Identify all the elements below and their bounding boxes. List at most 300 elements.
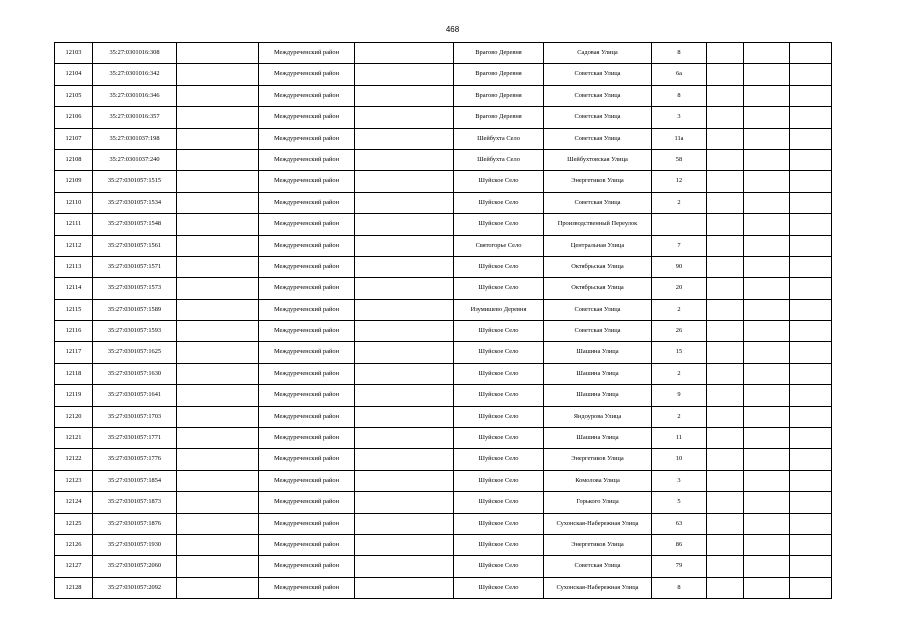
row-number-cell: 12122 (55, 449, 93, 470)
empty-cell (790, 214, 832, 235)
table-row (55, 321, 832, 342)
empty-cell (790, 513, 832, 534)
house-number-cell: 2 (652, 406, 707, 427)
cadastral-number-cell: 35:27:0301057:1703 (93, 406, 177, 427)
table-row (55, 64, 832, 85)
district-cell: Междуреченский район (259, 470, 355, 491)
empty-cell (790, 428, 832, 449)
row-number-cell: 12104 (55, 64, 93, 85)
house-number-cell: 11 (652, 428, 707, 449)
empty-cell (355, 171, 454, 192)
table-row (55, 342, 832, 363)
empty-cell (790, 385, 832, 406)
district-cell: Междуреченский район (259, 363, 355, 384)
settlement-cell: Шуйское Село (454, 534, 544, 555)
settlement-cell: Святогорье Село (454, 235, 544, 256)
district-cell: Междуреченский район (259, 235, 355, 256)
house-number-cell (652, 214, 707, 235)
empty-cell (744, 107, 790, 128)
empty-cell (177, 449, 259, 470)
row-number-cell: 12113 (55, 256, 93, 277)
settlement-cell: Шуйское Село (454, 214, 544, 235)
empty-cell (177, 342, 259, 363)
empty-cell (790, 470, 832, 491)
table-row (55, 534, 832, 555)
street-cell: Советская Улица (544, 556, 652, 577)
empty-cell (177, 470, 259, 491)
row-number-cell: 12112 (55, 235, 93, 256)
empty-cell (177, 128, 259, 149)
row-number-cell: 12114 (55, 278, 93, 299)
empty-cell (707, 214, 744, 235)
empty-cell (177, 363, 259, 384)
district-cell: Междуреченский район (259, 299, 355, 320)
table-row (55, 192, 832, 213)
empty-cell (177, 149, 259, 170)
empty-cell (707, 577, 744, 598)
empty-cell (707, 470, 744, 491)
empty-cell (707, 256, 744, 277)
settlement-cell: Шуйское Село (454, 171, 544, 192)
empty-cell (744, 342, 790, 363)
street-cell: Шашина Улица (544, 428, 652, 449)
empty-cell (355, 214, 454, 235)
cadastral-number-cell: 35:27:0301057:1630 (93, 363, 177, 384)
district-cell: Междуреченский район (259, 128, 355, 149)
empty-cell (355, 64, 454, 85)
empty-cell (355, 428, 454, 449)
row-number-cell: 12126 (55, 534, 93, 555)
settlement-cell: Шуйское Село (454, 492, 544, 513)
empty-cell (707, 556, 744, 577)
cadastral-number-cell: 35:27:0301057:1873 (93, 492, 177, 513)
empty-cell (177, 428, 259, 449)
street-cell: Садовая Улица (544, 43, 652, 64)
street-cell: Советская Улица (544, 192, 652, 213)
empty-cell (177, 556, 259, 577)
empty-cell (177, 192, 259, 213)
empty-cell (707, 149, 744, 170)
empty-cell (177, 43, 259, 64)
street-cell: Энергетиков Улица (544, 534, 652, 555)
empty-cell (707, 534, 744, 555)
cadastral-number-cell: 35:27:0301057:2092 (93, 577, 177, 598)
empty-cell (744, 513, 790, 534)
empty-cell (177, 171, 259, 192)
table-row (55, 428, 832, 449)
settlement-cell: Врагово Деревня (454, 107, 544, 128)
settlement-cell: Шуйское Село (454, 470, 544, 491)
settlement-cell: Шуйское Село (454, 556, 544, 577)
empty-cell (790, 85, 832, 106)
house-number-cell: 8 (652, 85, 707, 106)
settlement-cell: Врагово Деревня (454, 85, 544, 106)
house-number-cell: 6а (652, 64, 707, 85)
house-number-cell: 2 (652, 363, 707, 384)
settlement-cell: Шуйское Село (454, 406, 544, 427)
street-cell: Советская Улица (544, 321, 652, 342)
row-number-cell: 12121 (55, 428, 93, 449)
empty-cell (744, 428, 790, 449)
row-number-cell: 12117 (55, 342, 93, 363)
empty-cell (707, 385, 744, 406)
empty-cell (177, 214, 259, 235)
house-number-cell: 8 (652, 577, 707, 598)
house-number-cell: 7 (652, 235, 707, 256)
empty-cell (790, 363, 832, 384)
street-cell: Центральная Улица (544, 235, 652, 256)
house-number-cell: 12 (652, 171, 707, 192)
empty-cell (790, 556, 832, 577)
empty-cell (355, 534, 454, 555)
table-row (55, 235, 832, 256)
empty-cell (177, 577, 259, 598)
empty-cell (744, 556, 790, 577)
empty-cell (790, 235, 832, 256)
empty-cell (744, 214, 790, 235)
table-body (55, 43, 832, 599)
empty-cell (744, 192, 790, 213)
table-row (55, 278, 832, 299)
row-number-cell: 12125 (55, 513, 93, 534)
empty-cell (744, 577, 790, 598)
empty-cell (355, 299, 454, 320)
house-number-cell: 90 (652, 256, 707, 277)
street-cell: Советская Улица (544, 107, 652, 128)
empty-cell (707, 449, 744, 470)
empty-cell (790, 342, 832, 363)
house-number-cell: 63 (652, 513, 707, 534)
empty-cell (790, 492, 832, 513)
district-cell: Междуреченский район (259, 385, 355, 406)
empty-cell (177, 406, 259, 427)
table-row (55, 149, 832, 170)
empty-cell (355, 192, 454, 213)
empty-cell (177, 534, 259, 555)
house-number-cell: 8 (652, 43, 707, 64)
cadastral-number-cell: 35:27:0301037:240 (93, 149, 177, 170)
cadastral-number-cell: 35:27:0301057:1593 (93, 321, 177, 342)
empty-cell (177, 385, 259, 406)
cadastral-number-cell: 35:27:0301057:1771 (93, 428, 177, 449)
table-row (55, 449, 832, 470)
empty-cell (744, 235, 790, 256)
empty-cell (790, 64, 832, 85)
street-cell: Шашина Улица (544, 342, 652, 363)
empty-cell (707, 428, 744, 449)
empty-cell (707, 299, 744, 320)
empty-cell (355, 128, 454, 149)
empty-cell (707, 171, 744, 192)
empty-cell (790, 43, 832, 64)
house-number-cell: 5 (652, 492, 707, 513)
cadastral-number-cell: 35:27:0301016:357 (93, 107, 177, 128)
table-row (55, 171, 832, 192)
empty-cell (355, 85, 454, 106)
empty-cell (790, 299, 832, 320)
street-cell: Шашина Улица (544, 363, 652, 384)
row-number-cell: 12105 (55, 85, 93, 106)
settlement-cell: Изумишево Деревня (454, 299, 544, 320)
empty-cell (744, 149, 790, 170)
cadastral-number-cell: 35:27:0301016:342 (93, 64, 177, 85)
cadastral-number-cell: 35:27:0301057:1776 (93, 449, 177, 470)
table-row (55, 470, 832, 491)
cadastral-number-cell: 35:27:0301057:1561 (93, 235, 177, 256)
cadastral-number-cell: 35:27:0301057:1876 (93, 513, 177, 534)
empty-cell (744, 85, 790, 106)
row-number-cell: 12124 (55, 492, 93, 513)
settlement-cell: Шуйское Село (454, 321, 544, 342)
settlement-cell: Шуйское Село (454, 385, 544, 406)
empty-cell (707, 321, 744, 342)
settlement-cell: Шейбухта Село (454, 149, 544, 170)
empty-cell (790, 406, 832, 427)
house-number-cell: 58 (652, 149, 707, 170)
house-number-cell: 79 (652, 556, 707, 577)
empty-cell (355, 256, 454, 277)
street-cell: Советская Улица (544, 299, 652, 320)
empty-cell (790, 577, 832, 598)
row-number-cell: 12128 (55, 577, 93, 598)
empty-cell (707, 128, 744, 149)
empty-cell (177, 492, 259, 513)
district-cell: Междуреченский район (259, 278, 355, 299)
empty-cell (355, 235, 454, 256)
empty-cell (355, 556, 454, 577)
street-cell: Сухонская-Набережная Улица (544, 513, 652, 534)
table-row (55, 492, 832, 513)
empty-cell (177, 299, 259, 320)
cadastral-number-cell: 35:27:0301057:2060 (93, 556, 177, 577)
empty-cell (355, 470, 454, 491)
settlement-cell: Врагово Деревня (454, 64, 544, 85)
row-number-cell: 12106 (55, 107, 93, 128)
empty-cell (790, 534, 832, 555)
empty-cell (790, 321, 832, 342)
settlement-cell: Шуйское Село (454, 449, 544, 470)
district-cell: Междуреченский район (259, 149, 355, 170)
row-number-cell: 12116 (55, 321, 93, 342)
empty-cell (355, 43, 454, 64)
empty-cell (177, 256, 259, 277)
empty-cell (744, 449, 790, 470)
table-row (55, 577, 832, 598)
row-number-cell: 12123 (55, 470, 93, 491)
district-cell: Междуреченский район (259, 449, 355, 470)
cadastral-number-cell: 35:27:0301057:1854 (93, 470, 177, 491)
table-row (55, 43, 832, 64)
street-cell: Октябрьская Улица (544, 256, 652, 277)
empty-cell (744, 406, 790, 427)
cadastral-number-cell: 35:27:0301057:1589 (93, 299, 177, 320)
district-cell: Междуреченский район (259, 321, 355, 342)
house-number-cell: 86 (652, 534, 707, 555)
row-number-cell: 12118 (55, 363, 93, 384)
street-cell: Советская Улица (544, 85, 652, 106)
table-row (55, 256, 832, 277)
empty-cell (177, 85, 259, 106)
row-number-cell: 12111 (55, 214, 93, 235)
settlement-cell: Шуйское Село (454, 428, 544, 449)
empty-cell (790, 107, 832, 128)
empty-cell (177, 513, 259, 534)
cadastral-number-cell: 35:27:0301057:1515 (93, 171, 177, 192)
empty-cell (744, 321, 790, 342)
district-cell: Междуреченский район (259, 171, 355, 192)
row-number-cell: 12127 (55, 556, 93, 577)
row-number-cell: 12108 (55, 149, 93, 170)
empty-cell (707, 107, 744, 128)
district-cell: Междуреченский район (259, 513, 355, 534)
cadastral-number-cell: 35:27:0301057:1573 (93, 278, 177, 299)
empty-cell (355, 321, 454, 342)
registry-table (54, 42, 832, 599)
empty-cell (355, 406, 454, 427)
street-cell: Шашина Улица (544, 385, 652, 406)
house-number-cell: 9 (652, 385, 707, 406)
district-cell: Междуреченский район (259, 556, 355, 577)
district-cell: Междуреченский район (259, 577, 355, 598)
house-number-cell: 26 (652, 321, 707, 342)
table-row (55, 363, 832, 384)
table-row (55, 385, 832, 406)
empty-cell (744, 299, 790, 320)
street-cell: Энергетиков Улица (544, 171, 652, 192)
empty-cell (355, 149, 454, 170)
empty-cell (744, 534, 790, 555)
empty-cell (177, 107, 259, 128)
table-row (55, 128, 832, 149)
table-row (55, 513, 832, 534)
district-cell: Междуреченский район (259, 192, 355, 213)
empty-cell (177, 235, 259, 256)
street-cell: Советская Улица (544, 64, 652, 85)
empty-cell (744, 385, 790, 406)
empty-cell (707, 235, 744, 256)
house-number-cell: 20 (652, 278, 707, 299)
empty-cell (744, 43, 790, 64)
empty-cell (744, 128, 790, 149)
district-cell: Междуреченский район (259, 256, 355, 277)
empty-cell (177, 321, 259, 342)
empty-cell (355, 492, 454, 513)
district-cell: Междуреченский район (259, 107, 355, 128)
empty-cell (744, 470, 790, 491)
cadastral-number-cell: 35:27:0301016:308 (93, 43, 177, 64)
empty-cell (177, 278, 259, 299)
empty-cell (355, 577, 454, 598)
settlement-cell: Врагово Деревня (454, 43, 544, 64)
table-row (55, 107, 832, 128)
empty-cell (707, 492, 744, 513)
district-cell: Междуреченский район (259, 214, 355, 235)
empty-cell (744, 256, 790, 277)
district-cell: Междуреченский район (259, 64, 355, 85)
house-number-cell: 2 (652, 192, 707, 213)
empty-cell (744, 64, 790, 85)
page-number: 468 (445, 25, 460, 34)
row-number-cell: 12110 (55, 192, 93, 213)
empty-cell (355, 449, 454, 470)
empty-cell (790, 449, 832, 470)
house-number-cell: 3 (652, 470, 707, 491)
empty-cell (707, 363, 744, 384)
row-number-cell: 12103 (55, 43, 93, 64)
empty-cell (744, 278, 790, 299)
empty-cell (355, 278, 454, 299)
empty-cell (355, 107, 454, 128)
cadastral-number-cell: 35:27:0301037:198 (93, 128, 177, 149)
district-cell: Междуреченский район (259, 342, 355, 363)
settlement-cell: Шейбухта Село (454, 128, 544, 149)
empty-cell (355, 385, 454, 406)
empty-cell (744, 171, 790, 192)
empty-cell (355, 363, 454, 384)
empty-cell (177, 64, 259, 85)
settlement-cell: Шуйское Село (454, 278, 544, 299)
house-number-cell: 15 (652, 342, 707, 363)
empty-cell (707, 278, 744, 299)
cadastral-number-cell: 35:27:0301057:1641 (93, 385, 177, 406)
empty-cell (744, 363, 790, 384)
settlement-cell: Шуйское Село (454, 363, 544, 384)
row-number-cell: 12115 (55, 299, 93, 320)
empty-cell (707, 43, 744, 64)
street-cell: Производственный Переулок (544, 214, 652, 235)
street-cell: Шейбухтовская Улица (544, 149, 652, 170)
row-number-cell: 12109 (55, 171, 93, 192)
empty-cell (707, 85, 744, 106)
empty-cell (790, 171, 832, 192)
table-row (55, 214, 832, 235)
house-number-cell: 10 (652, 449, 707, 470)
house-number-cell: 3 (652, 107, 707, 128)
cadastral-number-cell: 35:27:0301057:1571 (93, 256, 177, 277)
cadastral-number-cell: 35:27:0301057:1930 (93, 534, 177, 555)
cadastral-number-cell: 35:27:0301057:1548 (93, 214, 177, 235)
empty-cell (790, 128, 832, 149)
empty-cell (355, 342, 454, 363)
cadastral-number-cell: 35:27:0301016:346 (93, 85, 177, 106)
district-cell: Междуреченский район (259, 43, 355, 64)
house-number-cell: 11а (652, 128, 707, 149)
settlement-cell: Шуйское Село (454, 342, 544, 363)
settlement-cell: Шуйское Село (454, 256, 544, 277)
cadastral-number-cell: 35:27:0301057:1534 (93, 192, 177, 213)
empty-cell (790, 149, 832, 170)
district-cell: Междуреченский район (259, 406, 355, 427)
table-row (55, 556, 832, 577)
row-number-cell: 12119 (55, 385, 93, 406)
district-cell: Междуреченский район (259, 428, 355, 449)
settlement-cell: Шуйское Село (454, 192, 544, 213)
district-cell: Междуреченский район (259, 492, 355, 513)
street-cell: Комолова Улица (544, 470, 652, 491)
table-row (55, 406, 832, 427)
empty-cell (707, 64, 744, 85)
street-cell: Сухонская-Набережная Улица (544, 577, 652, 598)
street-cell: Яндоурова Улица (544, 406, 652, 427)
street-cell: Октябрьская Улица (544, 278, 652, 299)
street-cell: Энергетиков Улица (544, 449, 652, 470)
settlement-cell: Шуйское Село (454, 577, 544, 598)
cadastral-number-cell: 35:27:0301057:1625 (93, 342, 177, 363)
row-number-cell: 12107 (55, 128, 93, 149)
street-cell: Советская Улица (544, 128, 652, 149)
empty-cell (707, 192, 744, 213)
table-row (55, 85, 832, 106)
